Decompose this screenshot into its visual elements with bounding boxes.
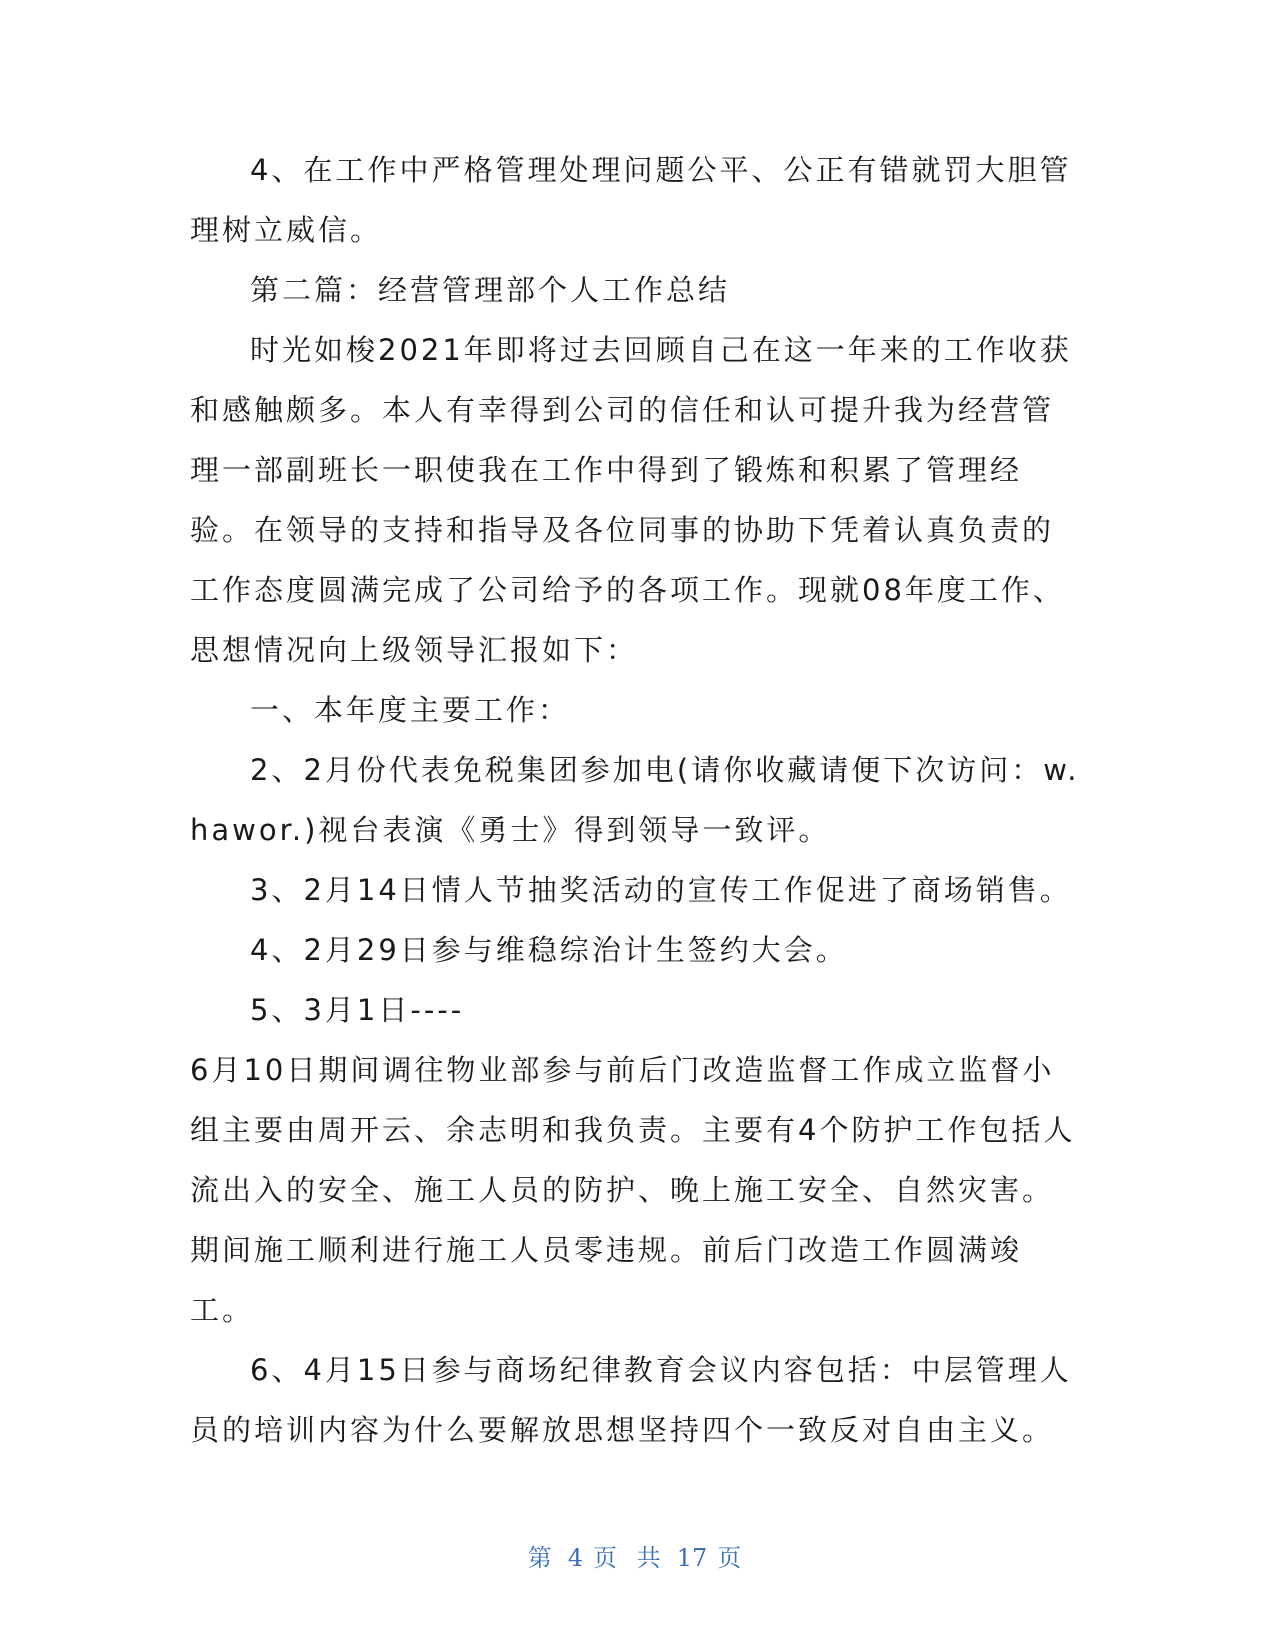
footer-suffix: 页 xyxy=(717,1544,748,1572)
list-item-2: 2、2月份代表免税集团参加电(请你收藏请便下次访问：w.hawor.)视台表演《勇士》得到领导一致评。 xyxy=(190,753,1080,847)
list-item-4: 4、2月29日参与维稳综治计生签约大会。 xyxy=(250,933,848,967)
page-total: 17 xyxy=(676,1544,708,1572)
list-item-3: 3、2月14日情人节抽奖活动的宣传工作促进了商场销售。 xyxy=(250,873,1072,907)
subsection-heading: 一、本年度主要工作： xyxy=(250,693,571,727)
paragraph-intro: 时光如梭2021年即将过去回顾自己在这一年来的工作收获和感触颇多。本人有幸得到公司的信任和认可提升我为经营管理一部副班长一职使我在工作中得到了锻炼和积累了管理经验。在领导的支持和指导及各位同事的协助下凭着认真负责的工作态度圆满完成了公司给予的各项工作。现就08年度工作、思想情况向上级领导汇报如下： xyxy=(190,333,1072,667)
section-heading: 第二篇：经营管理部个人工作总结 xyxy=(250,273,731,307)
list-item-6: 6、4月15日参与商场纪律教育会议内容包括：中层管理人员的培训内容为什么要解放思想坚持四个一致反对自由主义。 xyxy=(190,1353,1072,1447)
list-item-5: 5、3月1日---- xyxy=(250,993,465,1027)
footer-prefix: 第 xyxy=(527,1544,558,1572)
document-body xyxy=(190,140,1080,1460)
page-footer xyxy=(0,1538,1275,1573)
page-number: 4 xyxy=(567,1544,584,1572)
list-item-5-continued: 6月10日期间调往物业部参与前后门改造监督工作成立监督小组主要由周开云、余志明和我负责。主要有4个防护工作包括人流出入的安全、施工人员的防护、晚上施工安全、自然灾害。期间施工顺利进行施工人员零违规。前后门改造工作圆满竣工。 xyxy=(190,1053,1076,1327)
footer-middle: 页 共 xyxy=(593,1544,667,1572)
paragraph-1: 4、在工作中严格管理处理问题公平、公正有错就罚大胆管理树立威信。 xyxy=(190,153,1072,247)
